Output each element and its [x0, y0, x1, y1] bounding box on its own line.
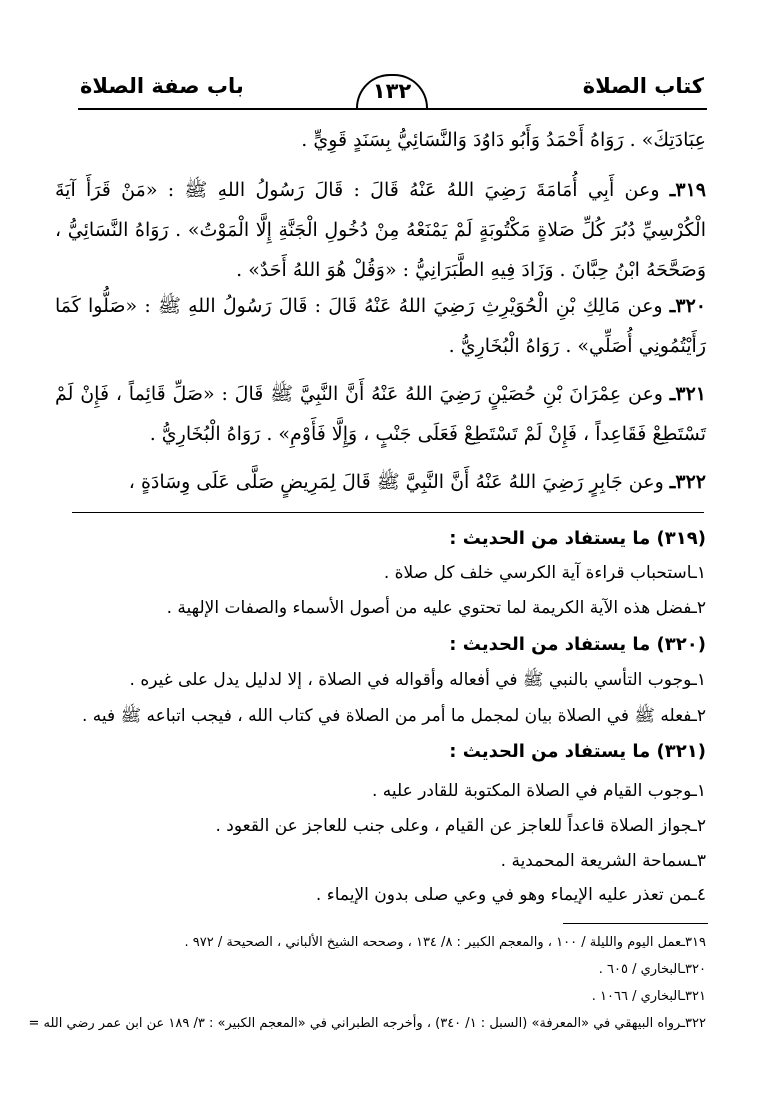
- footnote-322: ٣٢٢ـرواه البيهقي في «المعرفة» (السبل : ١/ ٣٤٠) ، وأخرجه الطبراني في «المعجم الكبير» : ٣/ ١٨٩ عن ابن عمر رضي الله =: [28, 1016, 706, 1031]
- header-rule: [78, 108, 707, 110]
- hadith-319: [55, 170, 706, 290]
- benefit-item: ٢ـجواز الصلاة قاعداً للعاجز عن القيام ، وعلى جنب للعاجز عن القعود .: [215, 816, 706, 836]
- hadith-text: وعن جَابِرٍ رَضِيَ اللهُ عَنْهُ أَنَّ النَّبِيَّ ﷺ قَالَ لِمَرِيضٍ صَلَّى عَلَى وِسَادَةٍ ،: [128, 471, 664, 493]
- benefit-item: ٣ـسماحة الشريعة المحمدية .: [500, 851, 706, 871]
- hadith-text: وعن مَالِكِ بْنِ الْحُوَيْرِثِ رَضِيَ اللهُ عَنْهُ قَالَ : قَالَ رَسُولُ اللهِ ﷺ : «صَلُّوا كَمَا رَأَيْتُمُونِي أُصَلِّي» . رَوَاهُ الْبُخَارِيُّ .: [55, 295, 706, 357]
- benefit-item: ٢ـفعله ﷺ في الصلاة بيان لمجمل ما أمر من الصلاة في كتاب الله ، فيجب اتباعه ﷺ فيه .: [82, 706, 706, 726]
- footnote-rule: [563, 923, 708, 924]
- section-separator: [72, 512, 704, 513]
- benefit-item: ٢ـفضل هذه الآية الكريمة لما تحتوي عليه من أصول الأسماء والصفات الإلهية .: [166, 598, 706, 618]
- footnote-319: ٣١٩ـعمل اليوم والليلة / ١٠٠ ، والمعجم الكبير : ٨/ ١٣٤ ، وصححه الشيخ الألباني ، الصحيحة / ٩٧٢ .: [184, 935, 706, 950]
- benefit-item: ١ـاستحباب قراءة آية الكرسي خلف كل صلاة .: [383, 563, 706, 583]
- hadith-number: ٣٢٠ـ: [669, 295, 706, 317]
- hadith-text: وعن عِمْرَانَ بْنِ حُصَيْنٍ رَضِيَ اللهُ عَنْهُ أَنَّ النَّبِيَّ ﷺ قَالَ : «صَلِّ قَائِماً ، فَإِنْ لَمْ تَسْتَطِعْ فَقَاعِداً ، فَإِنْ لَمْ تَسْتَطِعْ فَعَلَى جَنْبٍ ، وَإِلَّا فَأَوْمِ» . رَوَاهُ الْبُخَارِيُّ .: [55, 383, 706, 445]
- page-number: ١٣٢: [356, 74, 428, 108]
- benefit-item: ١ـوجوب القيام في الصلاة المكتوبة للقادر عليه .: [371, 781, 706, 801]
- hadith-text: وعن أَبِي أُمَامَةَ رَضِيَ اللهُ عَنْهُ قَالَ : قَالَ رَسُولُ اللهِ ﷺ : «مَنْ قَرَأَ آيَةَ الْكُرْسِيِّ دُبُرَ كُلِّ صَلاةٍ مَكْتُوبَةٍ لَمْ يَمْنَعْهُ مِنْ دُخُولِ الْجَنَّةِ إِلَّا الْمَوْتُ» . رَوَاهُ النَّسَائِيُّ ، وَصَحَّحَهُ ابْنُ حِبَّانَ . وَزَادَ فِيهِ الطَّبَرَانِيُّ : «وَقُلْ هُوَ اللهُ أَحَدٌ» .: [55, 179, 706, 281]
- benefits-heading-320: (٣٢٠) ما يستفاد من الحديث :: [449, 634, 706, 655]
- hadith-number: ٣٢١ـ: [669, 383, 706, 405]
- benefits-heading-319: (٣١٩) ما يستفاد من الحديث :: [449, 528, 706, 549]
- hadith-321: [55, 374, 706, 454]
- footnote-320: ٣٢٠ـالبخاري / ٦٠٥ .: [598, 962, 706, 977]
- hadith-number: ٣١٩ـ: [669, 179, 706, 201]
- hadith-320: [55, 286, 706, 366]
- hadith-322: [55, 462, 706, 502]
- running-header-book: كتاب الصلاة: [582, 74, 704, 98]
- hadith-text: عِبَادَتِكَ» . رَوَاهُ أَحْمَدُ وَأَبُو دَاوُدَ وَالنَّسَائِيُّ بِسَنَدٍ قَوِيٍّ .: [301, 129, 706, 151]
- hadith-continuation: [55, 120, 706, 160]
- benefit-item: ١ـوجوب التأسي بالنبي ﷺ في أفعاله وأقواله في الصلاة ، إلا لدليل يدل على غيره .: [129, 670, 706, 690]
- footnote-321: ٣٢١ـالبخاري / ١٠٦٦ .: [591, 989, 706, 1004]
- hadith-number: ٣٢٢ـ: [669, 471, 706, 493]
- running-header-chapter: باب صفة الصلاة: [80, 74, 244, 98]
- benefits-heading-321: (٣٢١) ما يستفاد من الحديث :: [449, 741, 706, 762]
- benefit-item: ٤ـمن تعذر عليه الإيماء وهو في وعي صلى بدون الإيماء .: [315, 885, 706, 905]
